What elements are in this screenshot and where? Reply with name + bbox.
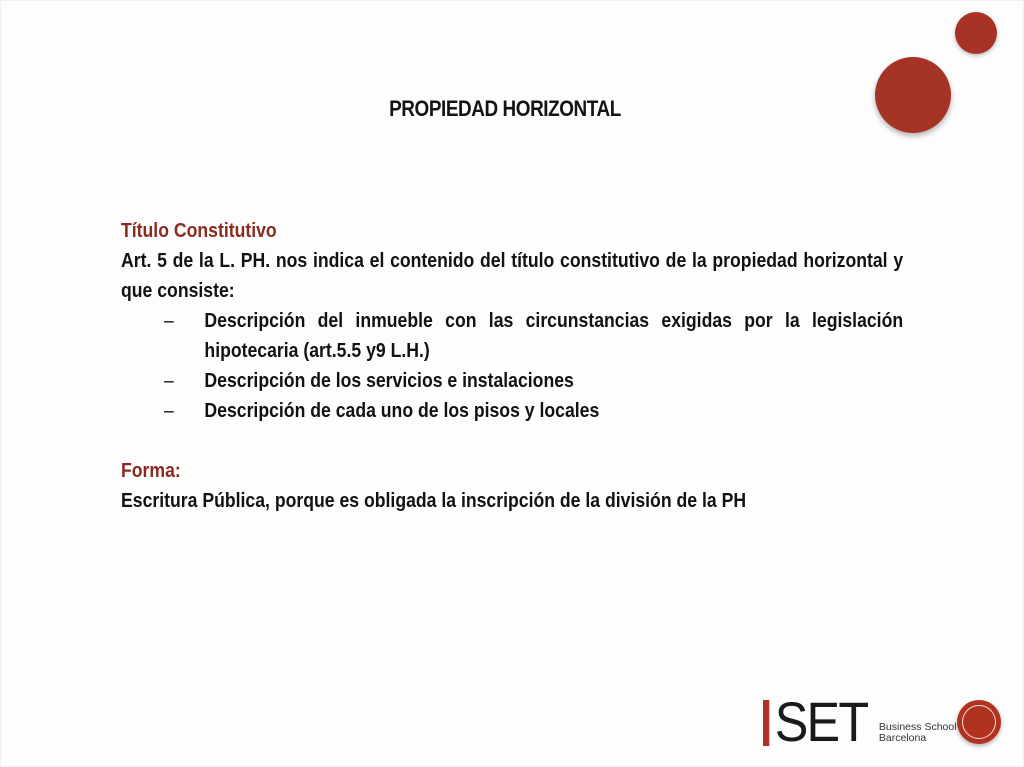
dash-bullet: –	[164, 369, 174, 392]
slide-content	[121, 216, 903, 516]
iset-logo-mark	[763, 690, 868, 753]
section-heading-forma: Forma:	[121, 459, 181, 482]
section-paragraph-forma: Escritura Pública, porque es obligada la inscripción de la división de la PH	[121, 489, 747, 512]
list-item	[121, 396, 903, 426]
footer-circle-ring	[962, 705, 996, 739]
dash-bullet: –	[164, 399, 174, 422]
logo-school-line2: Barcelona	[878, 732, 927, 744]
logo-school-text	[879, 722, 957, 746]
section-heading-titulo: Título Constitutivo	[121, 219, 277, 242]
dash-bullet: –	[164, 309, 174, 332]
list-item	[121, 366, 903, 396]
list-item	[121, 306, 903, 366]
list-item-text: Descripción del inmueble con las circunstancias exigidas por la legislación hipotecaria (art.5.5 y9 L.H.)	[204, 309, 904, 362]
iset-logo	[763, 690, 957, 753]
section-paragraph-titulo: Art. 5 de la L. PH. nos indica el contenido del título constitutivo de la propiedad horizontal y que consiste:	[121, 249, 904, 302]
footer-circle-icon	[957, 700, 1001, 744]
list-item-text: Descripción de cada uno de los pisos y locales	[204, 399, 600, 422]
logo-school-line1: Business School	[878, 721, 957, 733]
bullet-list	[121, 306, 903, 426]
slide-title: PROPIEDAD HORIZONTAL	[389, 96, 621, 121]
logo-i-bar	[763, 700, 769, 746]
decorative-circle-small	[955, 12, 997, 54]
spacer	[121, 426, 903, 456]
list-item-text: Descripción de los servicios e instalaciones	[204, 369, 574, 392]
logo-text: SET	[774, 690, 868, 753]
